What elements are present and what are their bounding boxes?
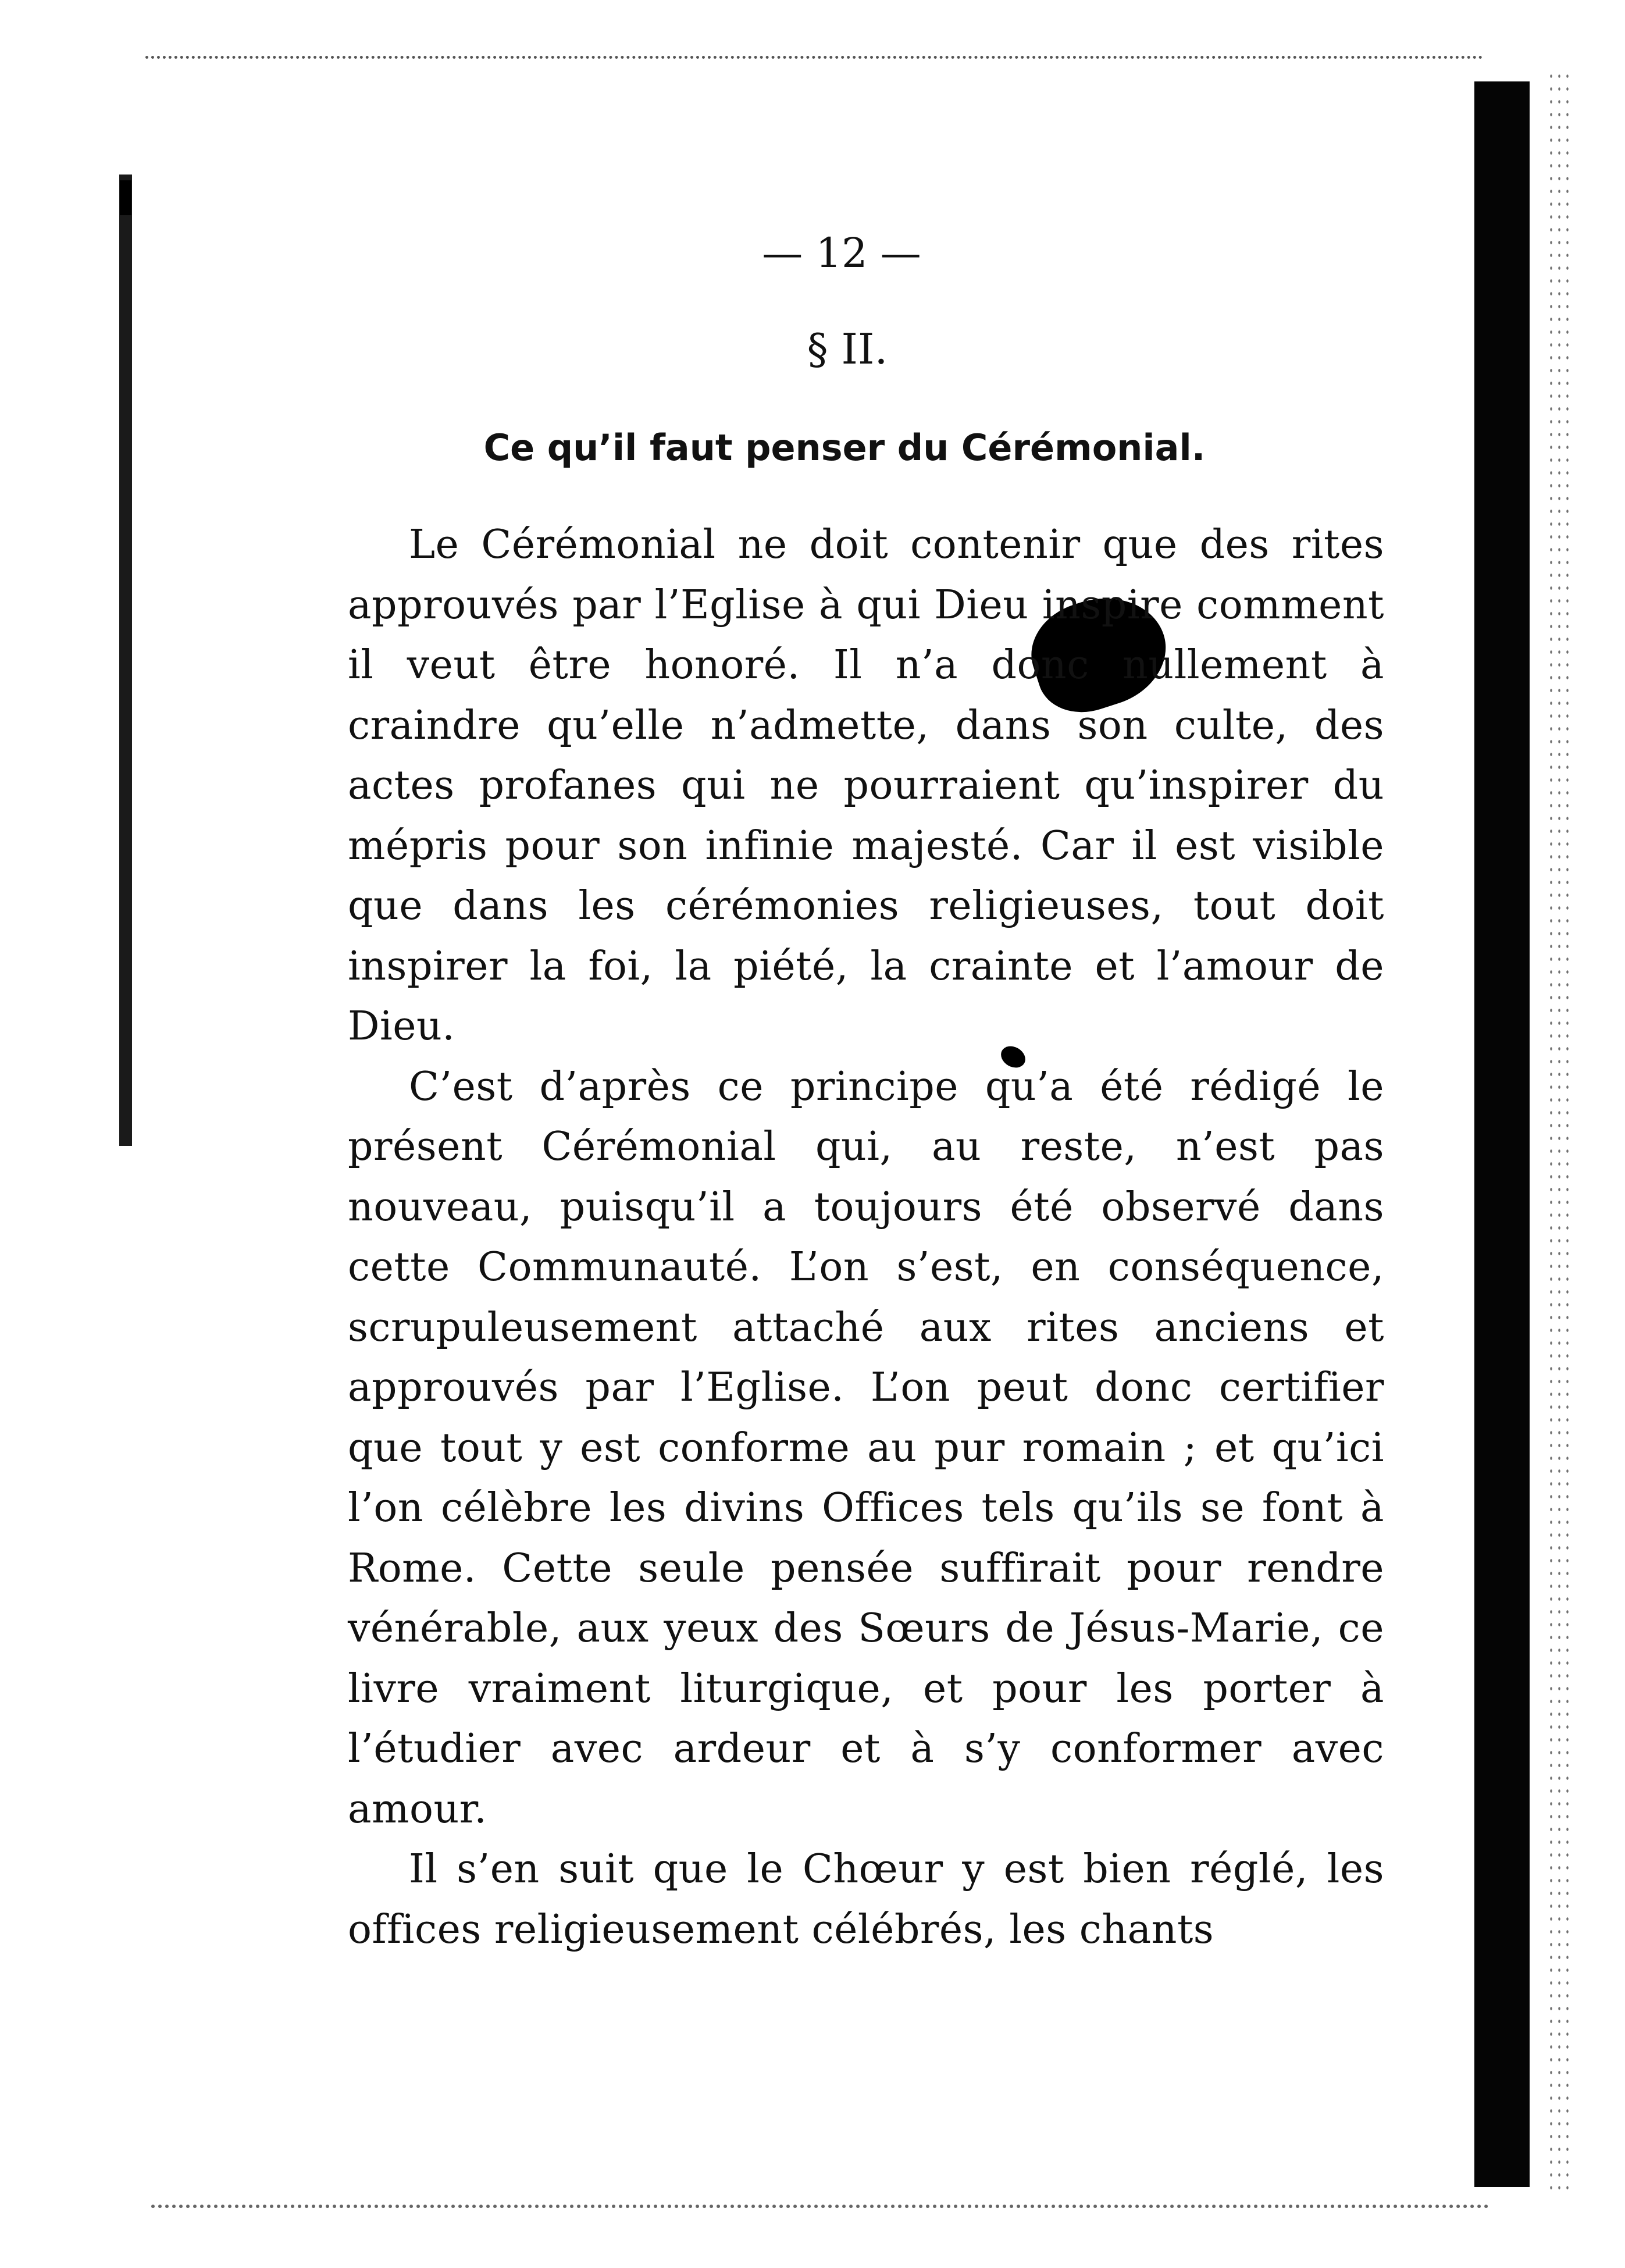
page-bottom-edge xyxy=(151,2205,1489,2212)
paragraph-1: Le Cérémonial ne doit contenir que des rites approuvés par l’Eglise à qui Dieu inspire comment il veut être honoré. Il n’a donc nullement à craindre qu’elle n’admette, dans son culte, des actes profanes qui ne pourraient qu’inspirer du mépris pour son infinie majesté. Car il est visible que dans les cérémonies religieuses, tout doit inspirer la foi, la piété, la crainte et l’amour de Dieu. xyxy=(348,522,1384,1049)
paragraph-2: C’est d’après ce principe qu’a été rédigé le présent Cérémonial qui, au reste, n’est pas nouveau, puisqu’il a toujours été observé dans cette Communauté. L’on s’est, en conséquence, scrupuleusement attaché aux rites anciens et approuvés par l’Eglise. L’on peut donc certifier que tout y est conforme au pur romain ; et qu’ici l’on célèbre les divins Offices tels qu’ils se font à Rome. Cette seule pensée suffirait pour rendre vénérable, aux yeux des Sœurs de Jésus-Marie, ce livre vraiment liturgique, et pour les porter à l’étudier avec ardeur et à s’y conformer avec amour. xyxy=(348,1063,1384,1832)
paragraph-3: Il s’en suit que le Chœur y est bien réglé, les offices religieusement célébrés, les chants xyxy=(348,1846,1384,1953)
section-title: Ce qu’il faut penser du Cérémonial. xyxy=(483,426,1206,469)
left-scan-mark xyxy=(120,180,131,215)
binding-shadow-strip xyxy=(1474,81,1530,2187)
body-text xyxy=(348,515,1384,1960)
page-top-edge xyxy=(145,56,1483,62)
left-scan-edge xyxy=(119,175,132,1146)
section-number: § II. xyxy=(807,325,888,373)
page-number: — 12 — xyxy=(762,229,921,277)
right-scan-noise xyxy=(1547,70,1570,2193)
